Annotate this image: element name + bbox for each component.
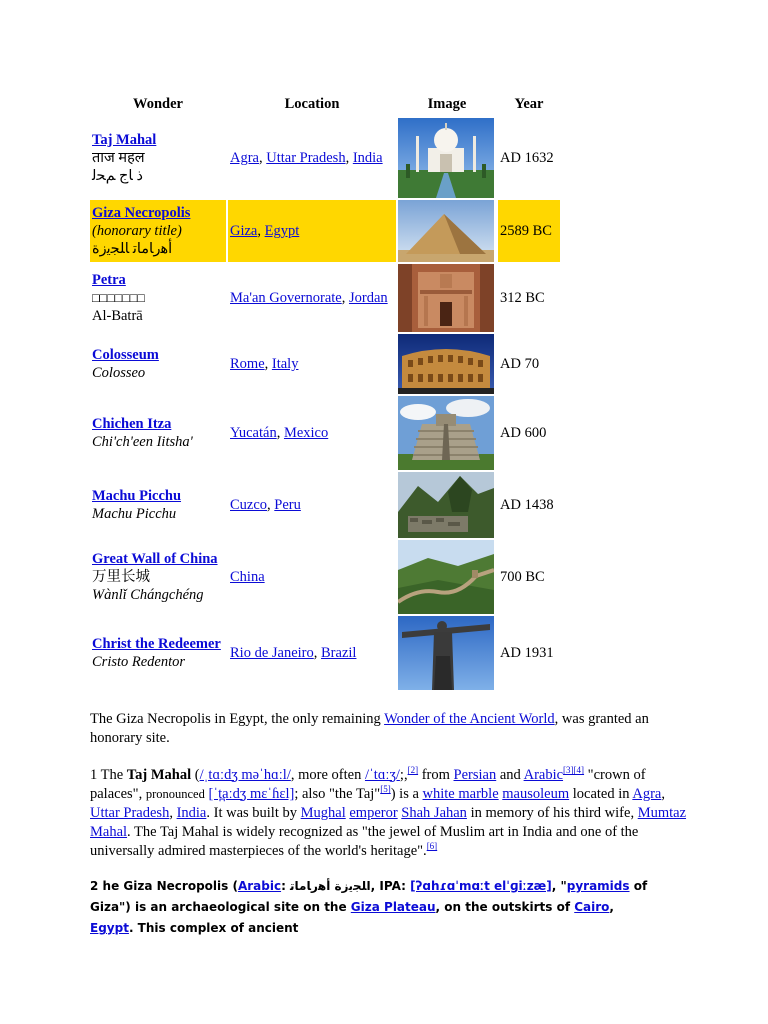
- paragraph-text: . This complex of ancient: [128, 921, 299, 935]
- table-row: [90, 264, 560, 332]
- wonder-alt-name: ﺫ ﺎﺝ ﻢﺤﻟ: [92, 168, 143, 184]
- image-cell: [398, 540, 496, 614]
- table-row: [90, 396, 560, 470]
- year-cell: AD 1438: [500, 497, 554, 513]
- ipa-link[interactable]: [ˈt̪aːdʒ mɛˈɦɛl]: [208, 786, 295, 802]
- wonder-alt-name: Al-Batrā: [92, 308, 143, 324]
- year-cell: AD 600: [500, 425, 547, 441]
- petra-photo[interactable]: [398, 264, 494, 332]
- year-cell: 700 BC: [500, 569, 545, 585]
- wonder-cell: [90, 334, 226, 394]
- wonder-native-name: Colosseo: [92, 365, 146, 381]
- pyramids-link[interactable]: pyramids: [566, 879, 630, 893]
- arabic-link[interactable]: Arabic: [523, 767, 564, 783]
- paragraph-text: , more often: [290, 767, 365, 783]
- wonder-cell: [90, 264, 226, 332]
- wonder-cell: [90, 540, 226, 614]
- mughal-link[interactable]: Mughal: [300, 805, 346, 821]
- wonder-link-christ-redeemer[interactable]: Christ the Redeemer: [92, 636, 221, 652]
- wonder-native-name: Cristo Redentor: [92, 654, 186, 670]
- citation-link[interactable]: [3][4]: [563, 765, 585, 776]
- colosseum-photo[interactable]: [398, 334, 494, 394]
- ipa-link[interactable]: [ʔɑhɾɑˈmɑːt elˈɡiːzæ]: [410, 879, 552, 893]
- location-cell: Cuzco, Peru: [230, 497, 301, 513]
- header-wonder: Wonder: [133, 95, 183, 112]
- agra-link[interactable]: Agra: [632, 786, 662, 802]
- ipa-link[interactable]: /ˌtɑːdʒ məˈhɑːl/: [199, 767, 291, 783]
- paragraph-text: pronounced: [145, 787, 205, 801]
- location-cell: [228, 540, 396, 614]
- location-link[interactable]: Mexico: [283, 425, 329, 441]
- paragraph-text: , on the outskirts of: [435, 900, 575, 914]
- taj-mahal-paragraph: [90, 766, 690, 861]
- paragraph-text: of Giza") is an archaeological site on the: [90, 879, 648, 914]
- table-row: [90, 616, 560, 690]
- arabic-text: ﺍﻠﺠﻳﺯﺓ ﺃﻫﺭﺎﻣﺎﺗ: [290, 879, 371, 893]
- wonder-link-petra[interactable]: Petra: [92, 272, 126, 288]
- paragraph-text: . It was built by: [206, 805, 301, 821]
- white-marble-link[interactable]: white marble: [422, 786, 499, 802]
- wonder-native-name: □□□□□□□: [92, 291, 145, 305]
- chichen-itza-photo[interactable]: [398, 396, 494, 470]
- table-row: [90, 118, 560, 198]
- location-link[interactable]: Rome: [230, 356, 265, 372]
- year-cell: AD 70: [500, 356, 540, 372]
- location-link[interactable]: Yucatán: [230, 425, 277, 441]
- paragraph-text: , was granted an honorary site.: [90, 711, 649, 746]
- wonder-link-giza-necropolis[interactable]: Giza Necropolis: [92, 205, 191, 221]
- citation-link[interactable]: [5]: [380, 784, 391, 795]
- location-link[interactable]: Jordan: [348, 290, 388, 306]
- india-link[interactable]: India: [176, 805, 207, 821]
- year-cell: AD 1931: [500, 645, 554, 661]
- great-wall-photo[interactable]: [398, 540, 494, 614]
- wonder-native-name: Machu Picchu: [92, 506, 177, 522]
- location-link[interactable]: Egypt: [264, 223, 300, 239]
- paragraph-text: ,: [661, 786, 665, 802]
- giza-honorary-paragraph: [90, 710, 690, 748]
- footnote-number: 2 he Giza Necropolis (: [90, 879, 238, 893]
- paragraph-text: "crown of palaces",: [90, 767, 646, 802]
- footnote-number: 1 The: [90, 767, 127, 783]
- egypt-link[interactable]: Egypt: [90, 921, 129, 935]
- location-link[interactable]: Peru: [274, 497, 301, 513]
- image-cell: [398, 200, 496, 262]
- christ-redeemer-photo[interactable]: [398, 616, 494, 690]
- wonder-alt-name: ﺃﻫﺭﺎﻣﺎﺗ ﺎﻠﺠﻳﺯﺓ: [92, 241, 173, 257]
- location-link[interactable]: India: [352, 150, 383, 166]
- location-cell: Ma'an Governorate, Jordan: [230, 290, 388, 306]
- table-row: [90, 472, 560, 538]
- wonder-link-great-wall[interactable]: Great Wall of China: [92, 551, 218, 567]
- location-link[interactable]: Rio de Janeiro: [230, 645, 314, 661]
- cairo-link[interactable]: Cairo: [574, 900, 610, 914]
- paragraph-text: in memory of his third wife,: [466, 805, 638, 821]
- image-cell: [398, 472, 496, 538]
- location-cell: Rome, Italy: [230, 356, 299, 372]
- year-cell: AD 1632: [500, 150, 554, 166]
- emperor-link[interactable]: emperor: [349, 805, 398, 821]
- ipa-link[interactable]: /ˈtɑːʒ/: [364, 767, 400, 783]
- wonder-cell: [90, 118, 226, 198]
- giza-pyramid-photo[interactable]: [398, 200, 494, 262]
- location-cell: Agra, Uttar Pradesh, India: [230, 150, 383, 166]
- paragraph-text: The Giza Necropolis in Egypt, the only remaining: [90, 711, 385, 727]
- paragraph-text: . The Taj Mahal is widely recognized as "the jewel of Muslim art in India and one of the universally admired masterpieces of the world's heritage".: [90, 824, 639, 859]
- paragraph-text: :: [281, 879, 291, 893]
- paragraph-text: (: [191, 767, 200, 783]
- location-link[interactable]: China: [230, 569, 265, 585]
- image-cell: [398, 264, 496, 332]
- table-row: [90, 200, 560, 262]
- year-cell: 2589 BC: [498, 200, 560, 262]
- shah-jahan-link[interactable]: Shah Jahan: [401, 805, 467, 821]
- paragraph-title: Taj Mahal: [126, 767, 192, 783]
- wonder-native-name: 万里长城: [92, 569, 150, 585]
- wonder-cell: [90, 616, 226, 690]
- giza-plateau-link[interactable]: Giza Plateau: [350, 900, 436, 914]
- location-cell: Yucatán, Mexico: [230, 425, 329, 441]
- location-link[interactable]: Brazil: [321, 645, 357, 661]
- wonder-alt-name: Wànlǐ Chángchéng: [92, 587, 204, 603]
- paragraph-text: ; also "the Taj": [294, 786, 381, 802]
- location-link[interactable]: Italy: [271, 356, 299, 372]
- taj-mahal-photo[interactable]: [398, 118, 494, 198]
- year-cell: 312 BC: [500, 290, 545, 306]
- paragraph-text: ,: [609, 900, 614, 914]
- paragraph-text: and: [496, 767, 524, 783]
- wonder-link-colosseum[interactable]: Colosseum: [92, 347, 159, 363]
- wonder-link-taj-mahal[interactable]: Taj Mahal: [92, 132, 157, 148]
- wonder-native-name: Chi'ch'een Iitsha': [92, 434, 193, 450]
- arabic-link[interactable]: Arabic: [237, 879, 282, 893]
- location-link[interactable]: Ma'an Governorate: [230, 290, 342, 306]
- location-link[interactable]: Giza: [230, 223, 258, 239]
- giza-paragraph: [90, 876, 650, 939]
- location-cell: Giza, Egypt: [228, 200, 396, 262]
- paragraph-text: ;,: [399, 767, 408, 783]
- machu-picchu-photo[interactable]: [398, 472, 494, 538]
- paragraph-text: located in: [569, 786, 633, 802]
- table-row: [90, 540, 560, 614]
- table-header-row: [90, 92, 560, 116]
- location-link[interactable]: Agra: [230, 150, 259, 166]
- image-cell: [398, 616, 496, 690]
- location-link[interactable]: Uttar Pradesh: [266, 150, 346, 166]
- wonder-cell: [90, 396, 226, 470]
- citation-link[interactable]: [2]: [407, 765, 419, 776]
- table-row: [90, 334, 560, 394]
- wonder-native-name: ताज महल: [92, 150, 145, 166]
- paragraph-text: , IPA:: [370, 879, 411, 893]
- header-location: Location: [284, 95, 340, 112]
- image-cell: [398, 334, 496, 394]
- wonder-link-machu-picchu[interactable]: Machu Picchu: [92, 488, 182, 504]
- paragraph-text: ) is a: [390, 786, 423, 802]
- paragraph-text: , ": [551, 879, 567, 893]
- paragraph-text: ,: [169, 805, 177, 821]
- wonder-cell: [90, 472, 226, 538]
- header-year: Year: [514, 95, 544, 112]
- wonder-link-chichen-itza[interactable]: Chichen Itza: [92, 416, 172, 432]
- wonder-cell: [90, 200, 226, 262]
- wonder-honorary-note: (honorary title): [92, 223, 182, 239]
- location-cell: Rio de Janeiro, Brazil: [230, 645, 357, 661]
- uttar-pradesh-link[interactable]: Uttar Pradesh: [90, 805, 170, 821]
- persian-link[interactable]: Persian: [453, 767, 497, 783]
- location-link[interactable]: Cuzco: [230, 497, 268, 513]
- mumtaz-mahal-link[interactable]: Mumtaz Mahal: [90, 805, 687, 840]
- citation-link[interactable]: [6]: [426, 841, 438, 852]
- paragraph-text: from: [418, 767, 454, 783]
- mausoleum-link[interactable]: mausoleum: [502, 786, 570, 802]
- wonders-table: [88, 90, 562, 692]
- image-cell: [398, 396, 496, 470]
- image-cell: [398, 118, 496, 198]
- wonder-ancient-world-link[interactable]: Wonder of the Ancient World: [384, 711, 555, 727]
- header-image: Image: [427, 95, 467, 112]
